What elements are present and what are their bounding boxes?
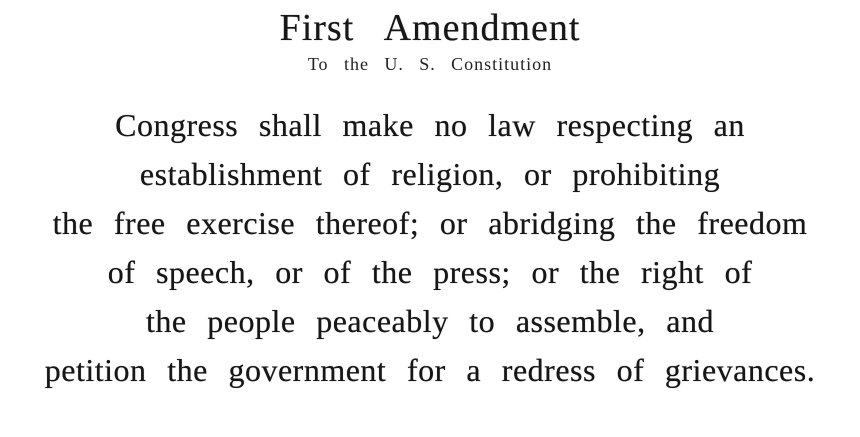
text-line-2: establishment of religion, or prohibiting bbox=[139, 156, 721, 192]
text-line-3: the free exercise thereof; or abridging the freedom bbox=[52, 205, 808, 241]
document-title: First Amendment bbox=[279, 7, 581, 49]
text-line-6: petition the government for a redress of grievances. bbox=[44, 352, 816, 388]
amendment-text bbox=[0, 101, 860, 395]
document-subtitle: To the U. S. Constitution bbox=[307, 54, 553, 74]
text-line-4: of speech, or of the press; or the right of bbox=[107, 254, 753, 290]
text-line-5: the people peaceably to assemble, and bbox=[146, 303, 714, 339]
text-line-1: Congress shall make no law respecting an bbox=[115, 107, 745, 143]
